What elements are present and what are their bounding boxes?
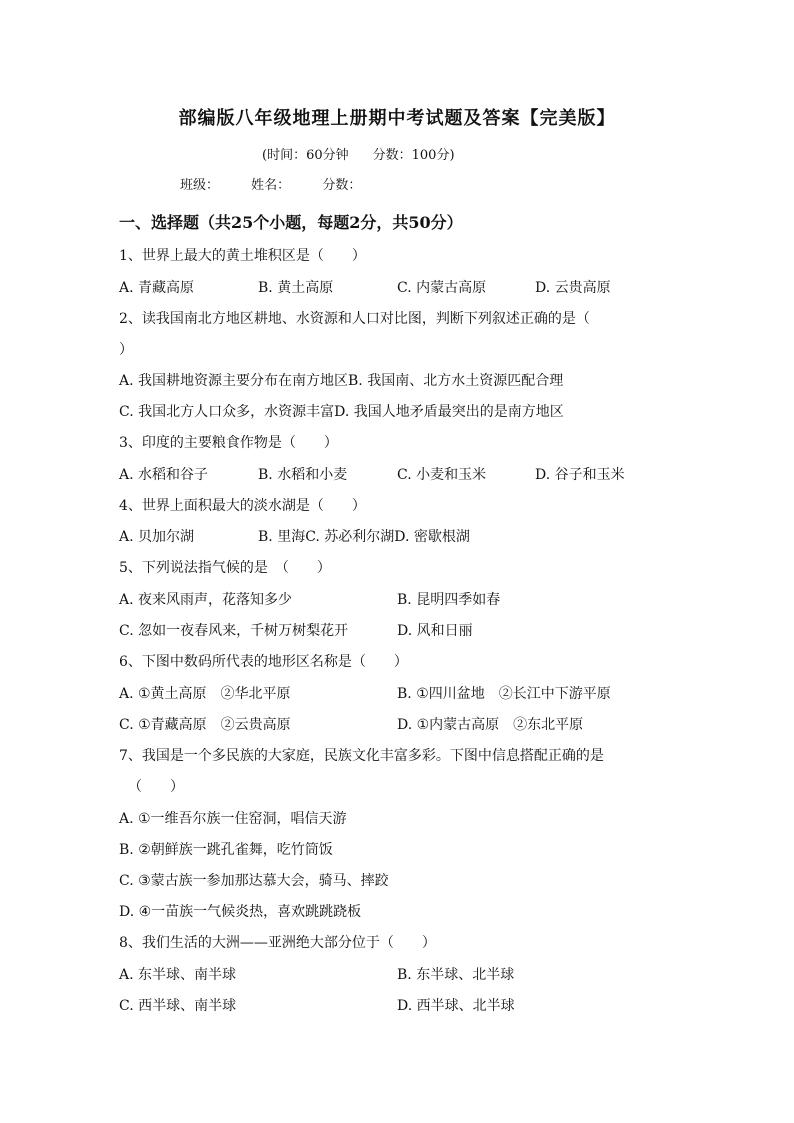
question-8-option-c: C. 西半球、南半球 xyxy=(119,998,237,1014)
exam-meta xyxy=(262,144,455,163)
question-7-stem: 7、我国是一个多民族的大家庭，民族文化丰富多彩。下图中信息搭配正确的是 xyxy=(119,748,604,764)
question-4-option-a: A. 贝加尔湖 xyxy=(119,529,195,545)
question-3-stem: 3、印度的主要粮食作物是（ ） xyxy=(119,435,338,451)
question-5-option-d: D. 风和日丽 xyxy=(397,623,473,639)
class-label: 班级： xyxy=(180,178,220,193)
question-6-option-d: D. ①内蒙古高原 ②东北平原 xyxy=(397,717,584,733)
question-1-option-a: A. 青藏高原 xyxy=(119,280,195,296)
question-5-option-a: A. 夜来风雨声，花落知多少 xyxy=(119,592,293,608)
question-6-stem: 6、下图中数码所代表的地形区名称是（ ） xyxy=(119,654,408,670)
time-info: (时间：60分钟 xyxy=(262,148,349,163)
question-6-option-a: A. ①黄土高原 ②华北平原 xyxy=(119,686,291,702)
question-4-options-bcd: B. 里海C. 苏必利尔湖D. 密歇根湖 xyxy=(258,529,470,545)
question-3-option-b: B. 水稻和小麦 xyxy=(258,467,348,483)
document-title: 部编版八年级地理上册期中考试题及答案【完美版】 xyxy=(178,108,616,129)
question-1-option-d: D. 云贵高原 xyxy=(535,280,611,296)
question-8-stem: 8、我们生活的大洲——亚洲绝大部分位于（ ） xyxy=(119,935,436,951)
question-7-option-c: C. ③蒙古族一参加那达慕大会，骑马、摔跤 xyxy=(119,873,389,889)
question-8-option-a: A. 东半球、南半球 xyxy=(119,967,237,983)
question-6-option-c: C. ①青藏高原 ②云贵高原 xyxy=(119,717,291,733)
student-fields xyxy=(180,174,389,193)
question-2-stem: 2、读我国南北方地区耕地、水资源和人口对比图，判断下列叙述正确的是（ xyxy=(119,311,590,327)
question-8-option-b: B. 东半球、北半球 xyxy=(397,967,515,983)
question-2-options-ab: A. 我国耕地资源主要分布在南方地区B. 我国南、北方水土资源匹配合理 xyxy=(119,373,564,389)
question-3-option-d: D. 谷子和玉米 xyxy=(535,467,625,483)
question-5-option-c: C. 忽如一夜春风来，千树万树梨花开 xyxy=(119,623,349,639)
question-6-option-b: B. ①四川盆地 ②长江中下游平原 xyxy=(397,686,611,702)
question-1-stem: 1、世界上最大的黄土堆积区是（ ） xyxy=(119,248,366,264)
question-2-options-cd: C. 我国北方人口众多，水资源丰富D. 我国人地矛盾最突出的是南方地区 xyxy=(119,404,564,420)
question-8-option-d: D. 西半球、北半球 xyxy=(397,998,515,1014)
section-title: 一、选择题（共25个小题，每题2分，共50分） xyxy=(119,213,463,232)
question-4-stem: 4、世界上面积最大的淡水湖是（ ） xyxy=(119,498,366,514)
question-7-stem-cont: （ ） xyxy=(128,779,184,795)
total-score-info: 分数：100分) xyxy=(372,148,455,163)
name-label: 姓名： xyxy=(251,178,291,193)
question-3-option-a: A. 水稻和谷子 xyxy=(119,467,209,483)
question-1-option-c: C. 内蒙古高原 xyxy=(397,280,487,296)
question-5-stem: 5、下列说法指气候的是 （ ） xyxy=(119,560,331,576)
question-7-option-b: B. ②朝鲜族一跳孔雀舞，吃竹筒饭 xyxy=(119,842,333,858)
question-3-option-c: C. 小麦和玉米 xyxy=(397,467,487,483)
question-7-option-a: A. ①一维吾尔族一住窑洞，唱信天游 xyxy=(119,811,347,827)
score-label: 分数： xyxy=(322,178,362,193)
question-7-option-d: D. ④一苗族一气候炎热，喜欢跳跳跷板 xyxy=(119,904,362,920)
question-5-option-b: B. 昆明四季如春 xyxy=(397,592,501,608)
question-1-option-b: B. 黄土高原 xyxy=(258,280,334,296)
question-2-stem-cont: ） xyxy=(119,342,133,358)
